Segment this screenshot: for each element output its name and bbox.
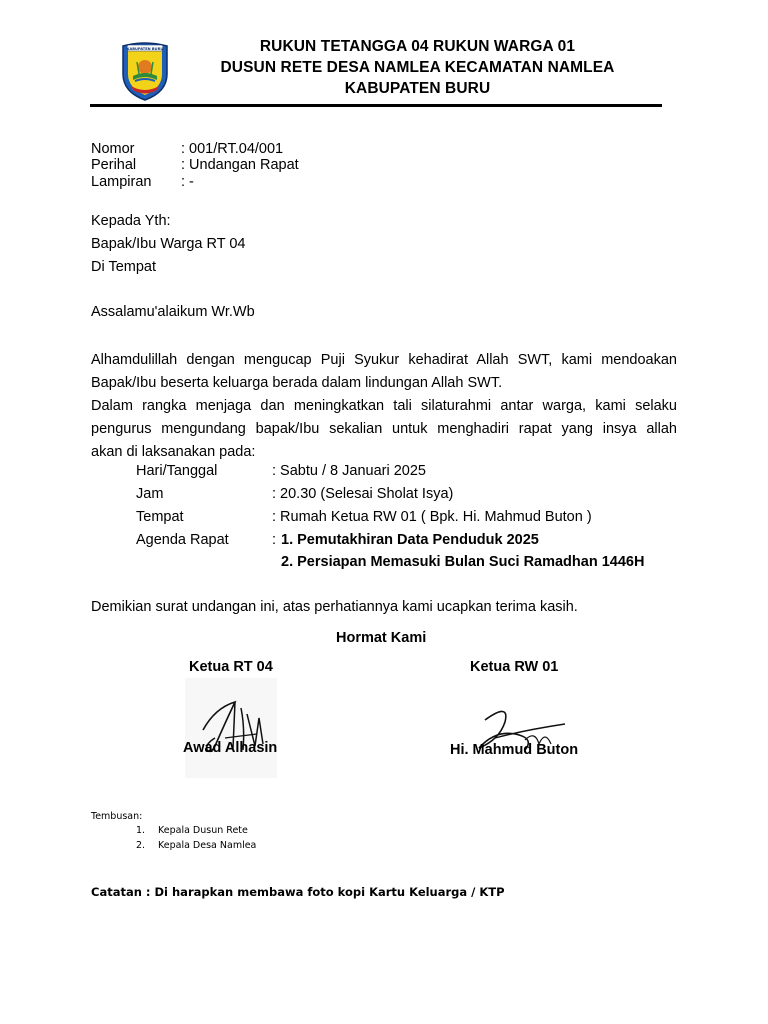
detail-label-date: Hari/Tanggal (136, 463, 218, 479)
meta-value-nomor: : 001/RT.04/001 (181, 141, 284, 157)
letterhead-line-1: RUKUN TETANGGA 04 RUKUN WARGA 01 (259, 38, 576, 55)
rt-signature-icon (185, 678, 277, 778)
rw-signature-icon (455, 700, 575, 770)
rw-chair-title: Ketua RW 01 (470, 659, 559, 675)
tembusan-title: Tembusan: (91, 811, 143, 822)
recipient-line-2: Bapak/Ibu Warga RT 04 (91, 236, 246, 252)
tembusan-item-1: Kepala Dusun Rete (158, 825, 248, 836)
closing-sentence: Demikian surat undangan ini, atas perhatiannya kami ucapkan terima kasih. (91, 599, 578, 615)
recipient-line-3: Di Tempat (91, 259, 157, 275)
agenda-item-1: 1. Pemutakhiran Data Penduduk 2025 (281, 532, 539, 548)
regency-logo (119, 40, 171, 102)
tembusan-number-1: 1. (136, 825, 146, 836)
footer-note: Catatan : Di harapkan membawa foto kopi Kartu Keluarga / KTP (91, 885, 505, 899)
tembusan-number-2: 2. (136, 840, 146, 851)
agenda-label: Agenda Rapat (136, 532, 229, 548)
rw-signature-image (455, 700, 575, 770)
agenda-item-2: 2. Persiapan Memasuki Bulan Suci Ramadhan 1446H (281, 554, 645, 570)
paragraph-2-line-3: akan di laksanakan pada: (91, 444, 256, 460)
paragraph-1-line-1: Alhamdulillah dengan mengucap Puji Syukur kehadirat Allah SWT, kami mendoakan (91, 352, 677, 368)
agenda-colon: : (272, 532, 277, 548)
detail-label-time: Jam (136, 486, 164, 502)
letterhead-divider (90, 104, 662, 107)
greeting: Assalamu'alaikum Wr.Wb (91, 304, 255, 320)
detail-label-place: Tempat (136, 509, 184, 525)
meta-label-perihal: Perihal (91, 157, 137, 173)
meta-value-lampiran: : - (181, 174, 194, 190)
rt-chair-title: Ketua RT 04 (189, 659, 273, 675)
letterhead-line-3: KABUPATEN BURU (344, 80, 491, 97)
rt-chair-name: Awad Alhasin (183, 740, 278, 756)
recipient-line-1: Kepada Yth: (91, 213, 171, 229)
rw-chair-name: Hi. Mahmud Buton (450, 742, 579, 758)
logo-banner-text: KABUPATEN BURU (126, 47, 164, 51)
regency-emblem-icon (119, 40, 171, 102)
tembusan-item-2: Kepala Desa Namlea (158, 840, 257, 851)
meta-label-lampiran: Lampiran (91, 174, 152, 190)
detail-value-place: : Rumah Ketua RW 01 ( Bpk. Hi. Mahmud Buton ) (272, 509, 592, 525)
detail-value-date: : Sabtu / 8 Januari 2025 (272, 463, 426, 479)
signoff: Hormat Kami (336, 630, 427, 646)
meta-label-nomor: Nomor (91, 141, 135, 157)
paragraph-2-line-1: Dalam rangka menjaga dan meningkatkan tali silaturahmi antar warga, kami selaku (91, 398, 677, 414)
paragraph-1-line-2: Bapak/Ibu beserta keluarga berada dalam lindungan Allah SWT. (91, 375, 503, 391)
rt-signature-image (185, 678, 277, 778)
letterhead-line-2: DUSUN RETE DESA NAMLEA KECAMATAN NAMLEA (220, 59, 615, 76)
meta-value-perihal: : Undangan Rapat (181, 157, 299, 173)
detail-value-time: : 20.30 (Selesai Sholat Isya) (272, 486, 454, 502)
paragraph-2-line-2: pengurus mengundang bapak/Ibu sekalian untuk menghadiri rapat yang insya allah (91, 421, 677, 437)
